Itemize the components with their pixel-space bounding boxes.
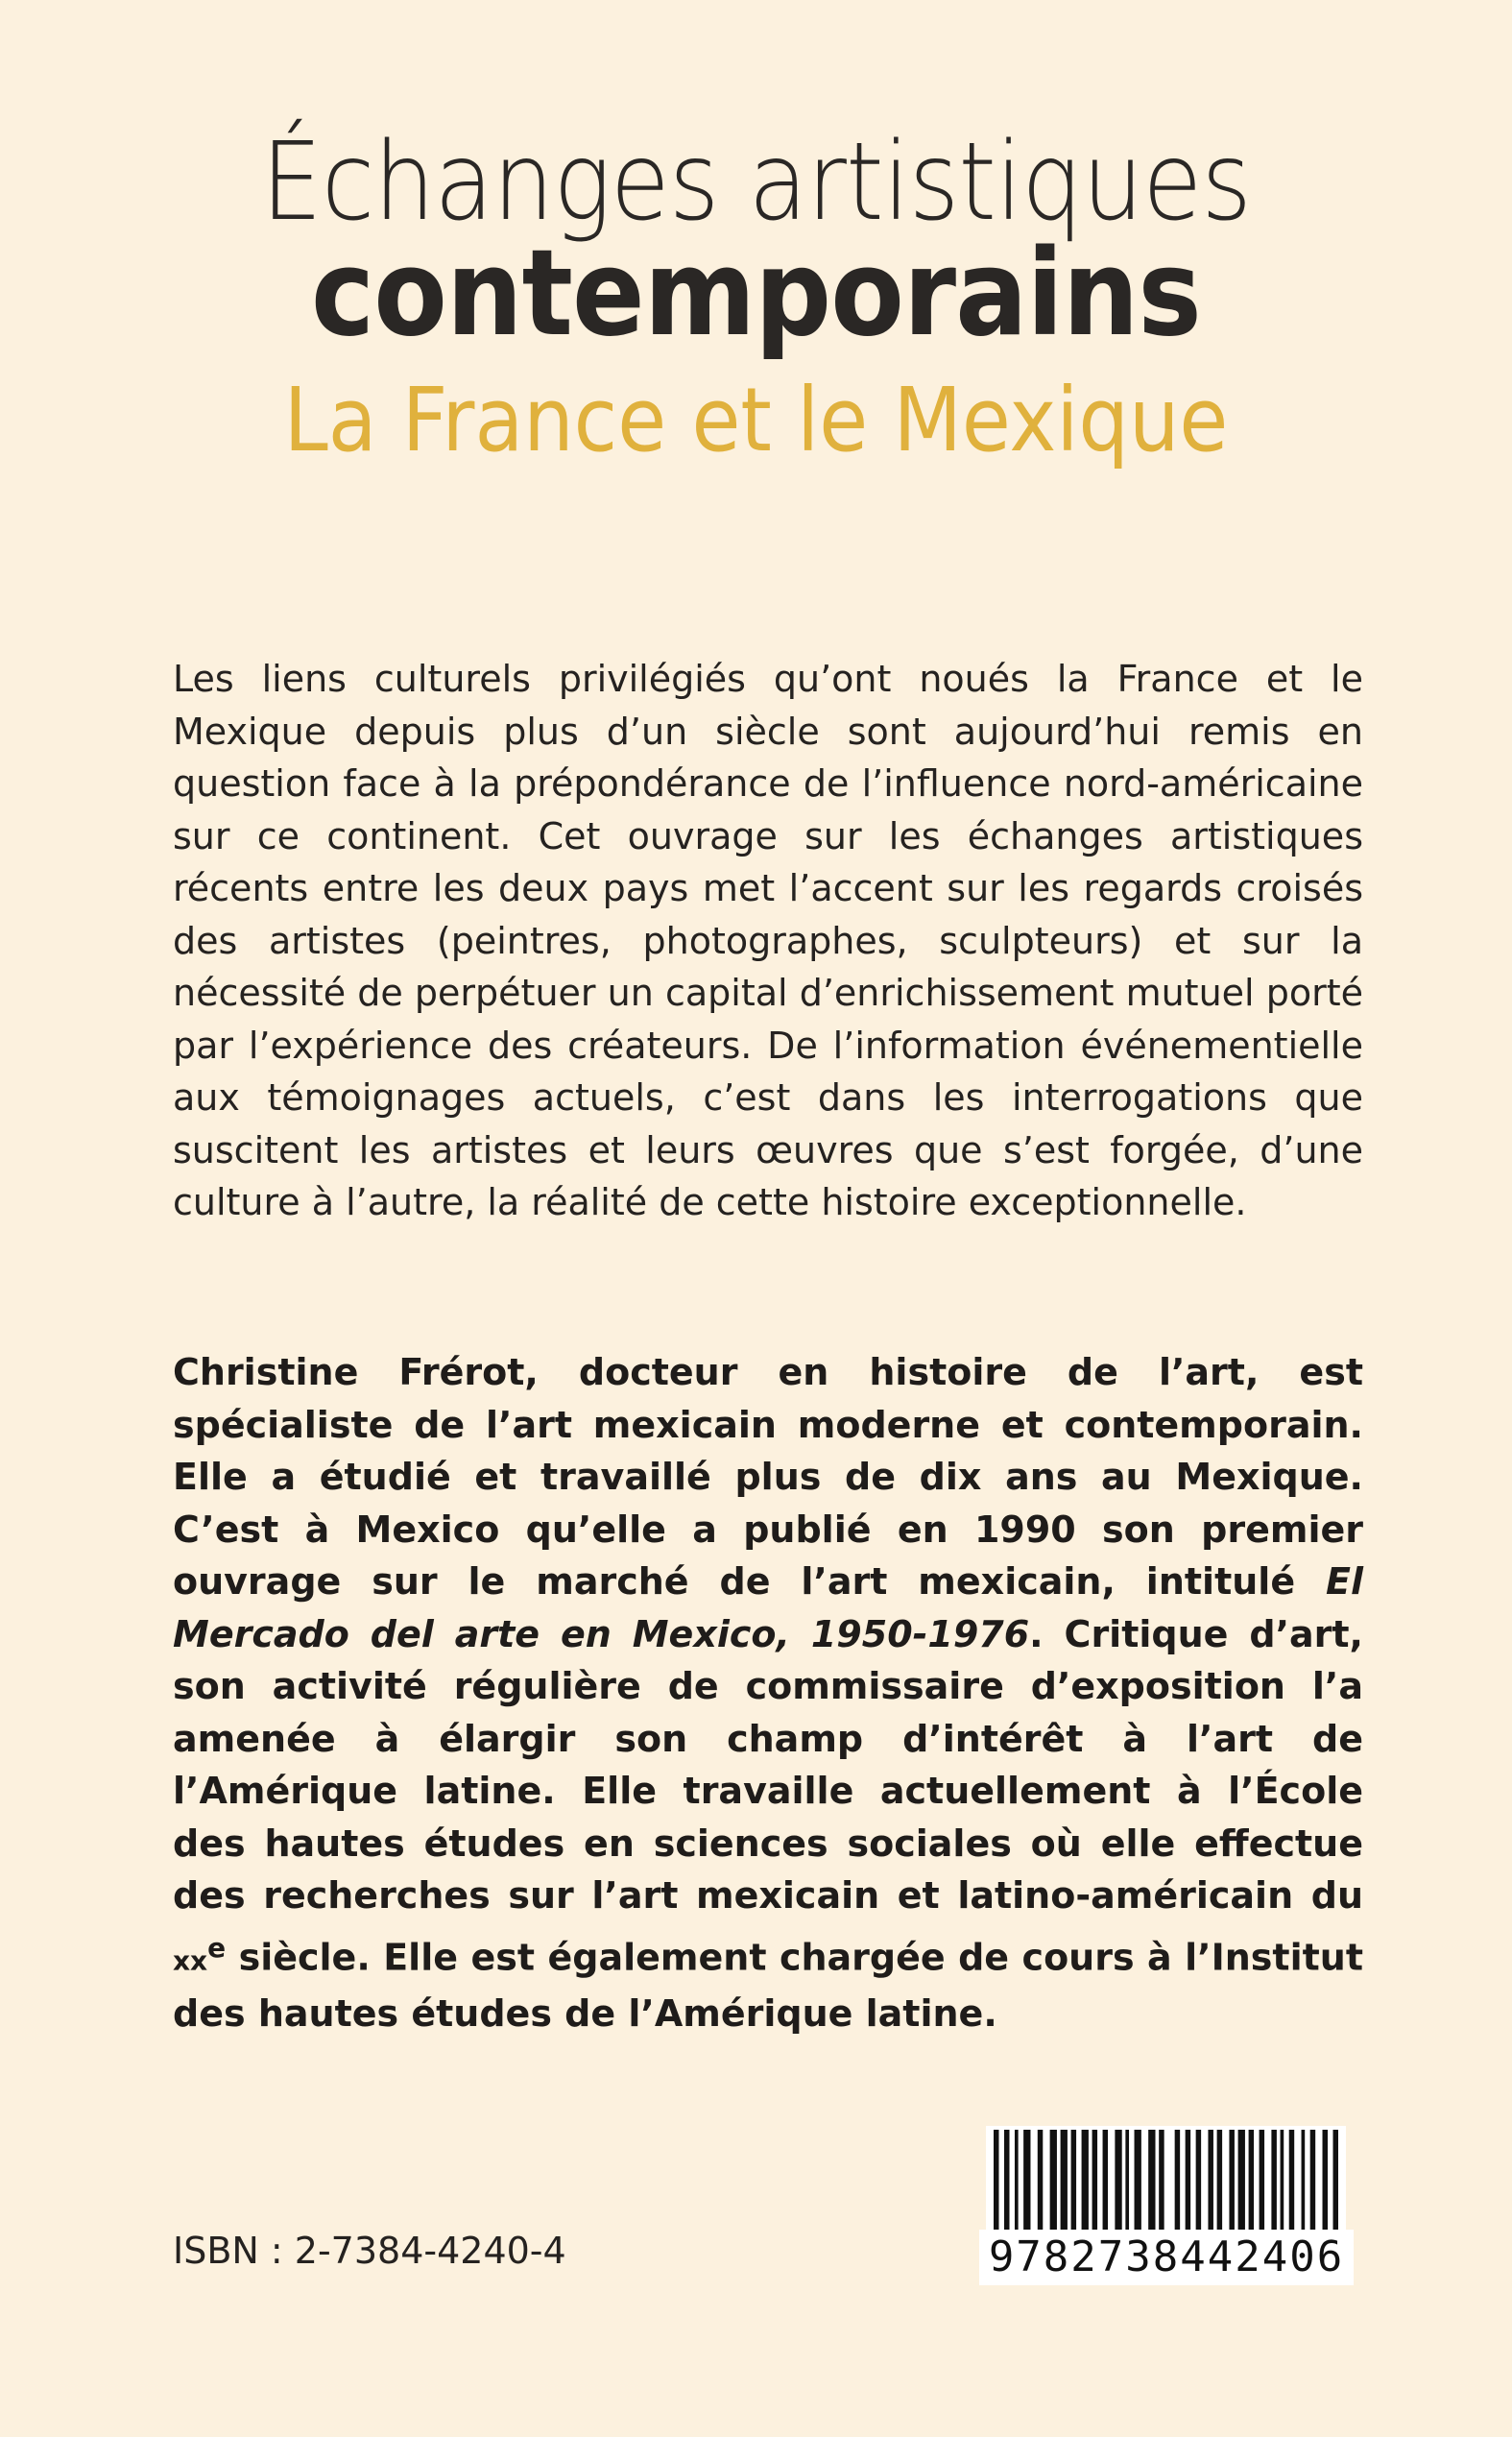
author-bio-part-1: Christine Frérot, docteur en histoire de l’art, est spécialiste de l’art mexicain moderne et contemporain. Elle a étudié et travaillé plus de dix ans au Mexique. C’est à Mexico qu’elle a publié en 1990 son premier ouvrage sur le marché de l’art mexicain, intitulé [173,1351,1363,1603]
title-line-2: contemporains [311,225,1201,363]
subtitle: La France et le Mexique [283,369,1229,471]
author-bio-part-2: . Critique d’art, son activité régulière de commissaire d’exposition l’a amenée à élargir son champ d’intérêt à l’art de l’Amérique latine. Elle travaille actuellement à l’École des hautes études en sciences sociales où elle effectue des recherches sur l’art mexicain et latino-américain du [173,1612,1363,1917]
book-blurb: Les liens culturels privilégiés qu’ont noués la France et le Mexique depuis plus d’un siècle sont aujourd’hui remis en question face à la prépondérance de l’influence nord-américaine sur ce continent. Cet ouvrage sur les échanges artistiques récents entre les deux pays met l’accent sur les regards croisés des artistes (peintres, photographes, sculpteurs) et sur la nécessité de perpétuer un capital d’enrichissement mutuel porté par l’expérience des créateurs. De l’information événementielle aux témoignages actuels, c’est dans les interrogations que suscitent les artistes et leurs œuvres que s’est forgée, d’une culture à l’autre, la réalité de cette histoire exceptionnelle. [173,658,1363,1223]
title-line-1: Échanges artistiques [261,120,1251,245]
century-numeral: xx [173,1944,208,1977]
isbn-label: ISBN : 2-7384-4240-4 [173,2230,566,2272]
author-bio-part-3: siècle. Elle est également chargée de cours à l’Institut des hautes études de l’Amérique latine. [173,1936,1363,2035]
author-bio [173,1346,1363,2039]
barcode-digits: 9782738442406 [979,2230,1354,2285]
century-superscript: e [207,1931,227,1964]
book-title-italic: El Mercado del arte en Mexico, 1950-1976 [173,1560,1363,1655]
cover-title-block [0,120,1512,478]
